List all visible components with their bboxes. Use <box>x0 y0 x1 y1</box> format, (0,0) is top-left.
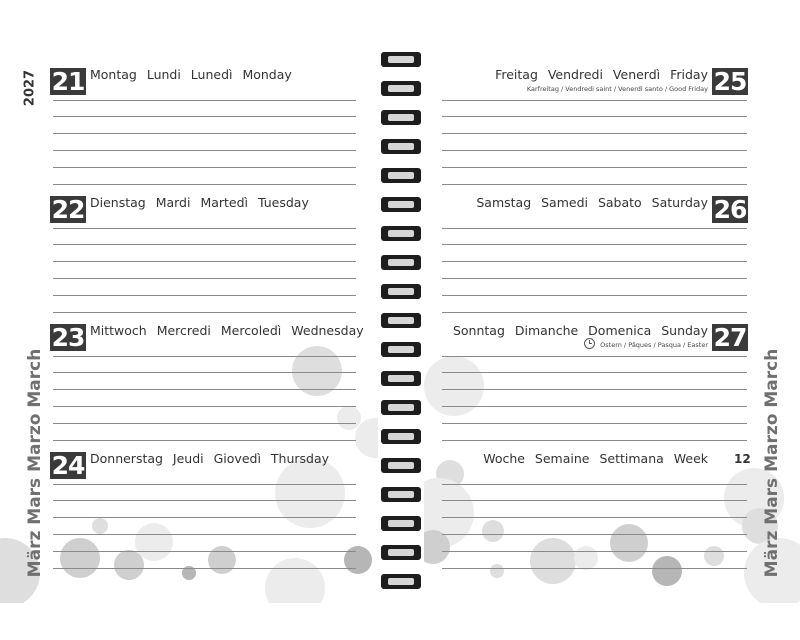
week-label: Woche Semaine Settimana Week <box>483 451 708 466</box>
writing-line <box>53 517 356 518</box>
writing-line <box>442 484 747 485</box>
spiral-coil <box>381 371 421 386</box>
writing-line <box>442 568 747 569</box>
day-number-26: 26 <box>713 195 747 224</box>
spiral-coil <box>381 226 421 241</box>
spiral-coil <box>381 284 421 299</box>
spiral-coil <box>381 313 421 328</box>
spiral-coil <box>381 400 421 415</box>
left-page <box>0 38 378 603</box>
writing-line <box>53 184 356 185</box>
decor-bubble <box>704 546 724 566</box>
decor-bubble <box>574 546 598 570</box>
writing-line <box>442 167 747 168</box>
writing-line <box>442 406 747 407</box>
spiral-coil <box>381 429 421 444</box>
writing-line <box>53 500 356 501</box>
clock-icon <box>584 338 595 349</box>
week-number: 12 <box>734 452 751 466</box>
writing-line <box>442 551 747 552</box>
writing-line <box>53 100 356 101</box>
day-name-sunday: Sonntag Dimanche Domenica Sunday <box>452 323 708 338</box>
writing-line <box>442 295 747 296</box>
writing-line <box>53 133 356 134</box>
spiral-binding <box>378 38 424 603</box>
writing-line <box>442 150 747 151</box>
writing-line <box>442 100 747 101</box>
writing-line <box>53 389 356 390</box>
writing-line <box>442 500 747 501</box>
writing-line <box>442 312 747 313</box>
writing-line <box>53 440 356 441</box>
writing-line <box>442 534 747 535</box>
spiral-coil <box>381 342 421 357</box>
day-number-22: 22 <box>51 195 85 224</box>
spiral-coil <box>381 458 421 473</box>
writing-line <box>442 517 747 518</box>
month-label-left: März Mars Marzo March <box>25 348 45 578</box>
decor-bubble <box>490 564 504 578</box>
writing-line <box>53 312 356 313</box>
day-name-thursday: Donnerstag Jeudi Giovedì Thursday <box>90 451 330 466</box>
writing-line <box>53 372 356 373</box>
writing-line <box>442 228 747 229</box>
writing-line <box>442 261 747 262</box>
decor-bubble <box>652 556 682 586</box>
spiral-coil <box>381 574 421 589</box>
decor-bubble <box>482 520 504 542</box>
holiday-easter: Ostern / Pâques / Pasqua / Easter <box>600 341 708 349</box>
day-number-27: 27 <box>713 323 747 352</box>
writing-line <box>442 372 747 373</box>
day-name-saturday: Samstag Samedi Sabato Saturday <box>476 195 708 210</box>
decor-bubble <box>135 523 173 561</box>
spiral-coil <box>381 139 421 154</box>
spiral-coil <box>381 197 421 212</box>
decor-bubble <box>610 524 648 562</box>
day-name-monday: Montag Lundi Lunedì Monday <box>90 67 292 82</box>
writing-line <box>53 551 356 552</box>
decor-bubble <box>60 538 100 578</box>
writing-line <box>442 389 747 390</box>
writing-line <box>53 116 356 117</box>
writing-line <box>53 228 356 229</box>
spiral-coil <box>381 255 421 270</box>
writing-line <box>442 423 747 424</box>
spiral-coil <box>381 110 421 125</box>
writing-line <box>53 167 356 168</box>
writing-line <box>53 423 356 424</box>
writing-line <box>53 278 356 279</box>
spiral-coil <box>381 168 421 183</box>
day-number-23: 23 <box>51 323 85 352</box>
day-name-tuesday: Dienstag Mardi Martedì Tuesday <box>90 195 309 210</box>
spiral-coil <box>381 81 421 96</box>
spiral-coil <box>381 516 421 531</box>
day-number-24: 24 <box>51 451 85 480</box>
writing-line <box>53 295 356 296</box>
writing-line <box>53 534 356 535</box>
writing-line <box>53 484 356 485</box>
writing-line <box>442 356 747 357</box>
writing-line <box>53 568 356 569</box>
day-name-wednesday: Mittwoch Mercredi Mercoledì Wednesday <box>90 323 364 338</box>
writing-line <box>53 261 356 262</box>
writing-line <box>53 150 356 151</box>
right-page <box>424 38 800 603</box>
decor-bubble <box>92 518 108 534</box>
spiral-coil <box>381 545 421 560</box>
day-number-25: 25 <box>713 67 747 96</box>
holiday-good-friday: Karfreitag / Vendredi saint / Venerdì santo / Good Friday <box>526 85 708 93</box>
year-label: 2027 <box>22 69 38 107</box>
writing-line <box>53 244 356 245</box>
day-number-21: 21 <box>51 67 85 96</box>
decor-bubble <box>424 356 484 416</box>
writing-line <box>442 278 747 279</box>
writing-line <box>442 184 747 185</box>
writing-line <box>53 406 356 407</box>
writing-line <box>53 356 356 357</box>
decor-bubble <box>530 538 576 584</box>
spiral-coil <box>381 487 421 502</box>
writing-line <box>442 116 747 117</box>
month-label-right: März Mars Marzo March <box>762 348 782 578</box>
writing-line <box>442 133 747 134</box>
writing-line <box>442 440 747 441</box>
spiral-coil <box>381 52 421 67</box>
day-name-friday: Freitag Vendredi Venerdì Friday <box>495 67 708 82</box>
decor-bubble <box>265 558 325 603</box>
writing-line <box>442 244 747 245</box>
